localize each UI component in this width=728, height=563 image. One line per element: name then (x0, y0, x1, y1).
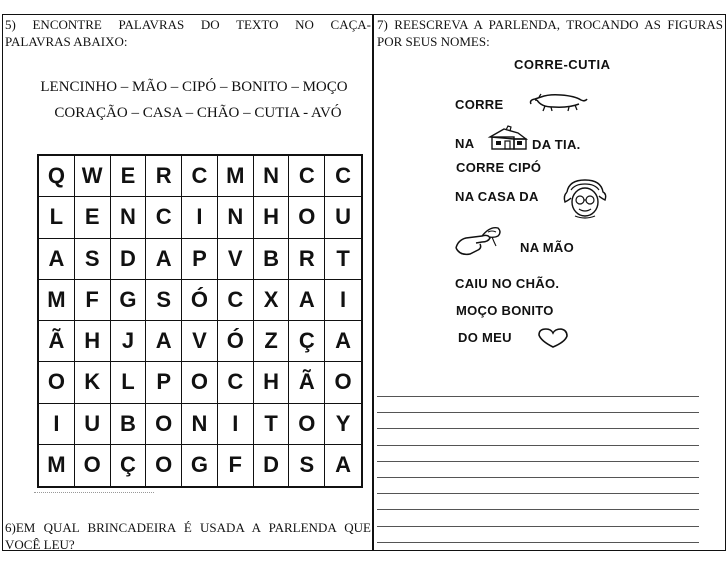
grid-cell: E (111, 156, 147, 197)
grid-cell: K (75, 362, 111, 403)
grid-cell: V (218, 239, 254, 280)
question-7-line2: POR SEUS NOMES: (377, 34, 490, 49)
grid-cell: A (325, 321, 361, 362)
grid-cell: O (146, 445, 182, 486)
grid-cell: M (218, 156, 254, 197)
grid-cell: N (111, 197, 147, 238)
grid-cell: A (335, 452, 352, 478)
parlenda-line-5: NA MÃO (520, 240, 575, 255)
grid-cell: H (254, 362, 290, 403)
grid-cell: F (75, 280, 111, 321)
grid-cell: Z (254, 321, 290, 362)
parlenda-line-6: CAIU NO CHÃO. (455, 276, 560, 291)
grid-cell: B (111, 404, 147, 445)
grid-cell: B (254, 239, 290, 280)
word-list-line1: LENCINHO – MÃO – CIPÓ – BONITO – MOÇO (40, 79, 348, 95)
grid-cell: Ç (289, 321, 325, 362)
grid-cell: T (254, 404, 290, 445)
heart-icon (537, 327, 569, 349)
grid-cell: X (254, 280, 290, 321)
grid-cell: H (254, 197, 290, 238)
grid-cell: H (75, 321, 111, 362)
answer-line[interactable] (377, 396, 699, 397)
grid-cell: S (289, 445, 325, 486)
question-5-line2: PALAVRAS ABAIXO: (5, 34, 128, 49)
grid-cell: C (218, 280, 254, 321)
grid-cell: I (182, 197, 218, 238)
grid-cell: O (325, 362, 361, 403)
grid-cell: G (182, 445, 218, 486)
grid-cell: R (289, 239, 325, 280)
grid-cell: R (146, 156, 182, 197)
grid-cell: J (111, 321, 147, 362)
parlenda-line-7: MOÇO BONITO (456, 303, 554, 318)
grid-cell: Ç (111, 445, 147, 486)
answer-line[interactable] (377, 428, 699, 429)
grid-cell: Ã (289, 362, 325, 403)
grid-cell: W (75, 156, 111, 197)
parlenda-line-2a: NA (455, 136, 475, 151)
answer-line[interactable] (377, 509, 699, 510)
grid-cell: I (39, 404, 75, 445)
parlenda-line-4: NA CASA DA (455, 189, 539, 204)
parlenda-line-1: CORRE (455, 97, 504, 112)
grid-cell: A (289, 280, 325, 321)
grid-cell: A (146, 321, 182, 362)
grid-cell: E (75, 197, 111, 238)
scan-artifact (34, 492, 154, 497)
grid-cell: N (254, 156, 290, 197)
grid-cell: O (39, 362, 75, 403)
grid-cell: D (111, 239, 147, 280)
grid-cell: C (182, 156, 218, 197)
question-6-line2: VOCÊ LEU? (5, 537, 75, 552)
answer-line[interactable] (377, 477, 699, 478)
grid-cell: P (182, 239, 218, 280)
grid-cell: O (289, 197, 325, 238)
grid-cell: L (39, 197, 75, 238)
house-icon (486, 125, 530, 151)
grid-cell: O (289, 404, 325, 445)
parlenda-line-3: CORRE CIPÓ (456, 160, 542, 175)
grid-cell: L (111, 362, 147, 403)
grid-cell: F (218, 445, 254, 486)
grid-cell: M (39, 280, 75, 321)
grid-cell: I (218, 404, 254, 445)
grid-cell: C (218, 362, 254, 403)
parlenda-line-8: DO MEU (458, 330, 512, 345)
word-search-grid (37, 154, 363, 488)
answer-line[interactable] (377, 493, 699, 494)
cutia-icon (527, 90, 589, 112)
grid-cell: Ó (182, 280, 218, 321)
grid-cell: Ó (218, 321, 254, 362)
grid-cell: N (218, 197, 254, 238)
grid-cell: N (182, 404, 218, 445)
grid-cell: Y (325, 404, 361, 445)
grid-cell: S (146, 280, 182, 321)
grid-cell: P (146, 362, 182, 403)
question-6-line1: 6)EM QUAL BRINCADEIRA É USADA A PARLENDA QUE (5, 520, 371, 535)
answer-line[interactable] (377, 445, 699, 446)
answer-line[interactable] (377, 542, 699, 543)
parlenda-line-2b: DA TIA. (532, 137, 581, 152)
grid-cell: C (146, 197, 182, 238)
answer-line[interactable] (377, 526, 699, 527)
grid-cell: U (325, 197, 361, 238)
grid-cell: D (254, 445, 290, 486)
grid-cell: Ã (39, 321, 75, 362)
grid-cell: S (75, 239, 111, 280)
grid-cell: I (325, 280, 361, 321)
grid-cell: O (75, 445, 111, 486)
question-7-line1: 7) REESCREVA A PARLENDA, TROCANDO AS FIGURAS (377, 17, 723, 32)
grid-cell: O (146, 404, 182, 445)
parlenda-title: CORRE-CUTIA (514, 57, 611, 72)
word-list-line2: CORAÇÃO – CASA – CHÃO – CUTIA - AVÓ (54, 105, 342, 121)
grid-cell: C (325, 156, 361, 197)
hand-tissue-icon (452, 222, 504, 258)
grid-cell: V (182, 321, 218, 362)
answer-line[interactable] (377, 461, 699, 462)
grid-cell: T (325, 239, 361, 280)
grid-cell: C (289, 156, 325, 197)
answer-line[interactable] (377, 412, 699, 413)
grid-cell: Q (39, 156, 75, 197)
grid-cell: G (111, 280, 147, 321)
grid-cell: A (39, 239, 75, 280)
grid-cell: U (75, 404, 111, 445)
grid-cell: A (146, 239, 182, 280)
grid-cell: M (39, 445, 75, 486)
grandma-icon (561, 176, 609, 220)
question-5-line1: 5) ENCONTRE PALAVRAS DO TEXTO NO CAÇA- (5, 17, 371, 32)
grid-cell: O (182, 362, 218, 403)
